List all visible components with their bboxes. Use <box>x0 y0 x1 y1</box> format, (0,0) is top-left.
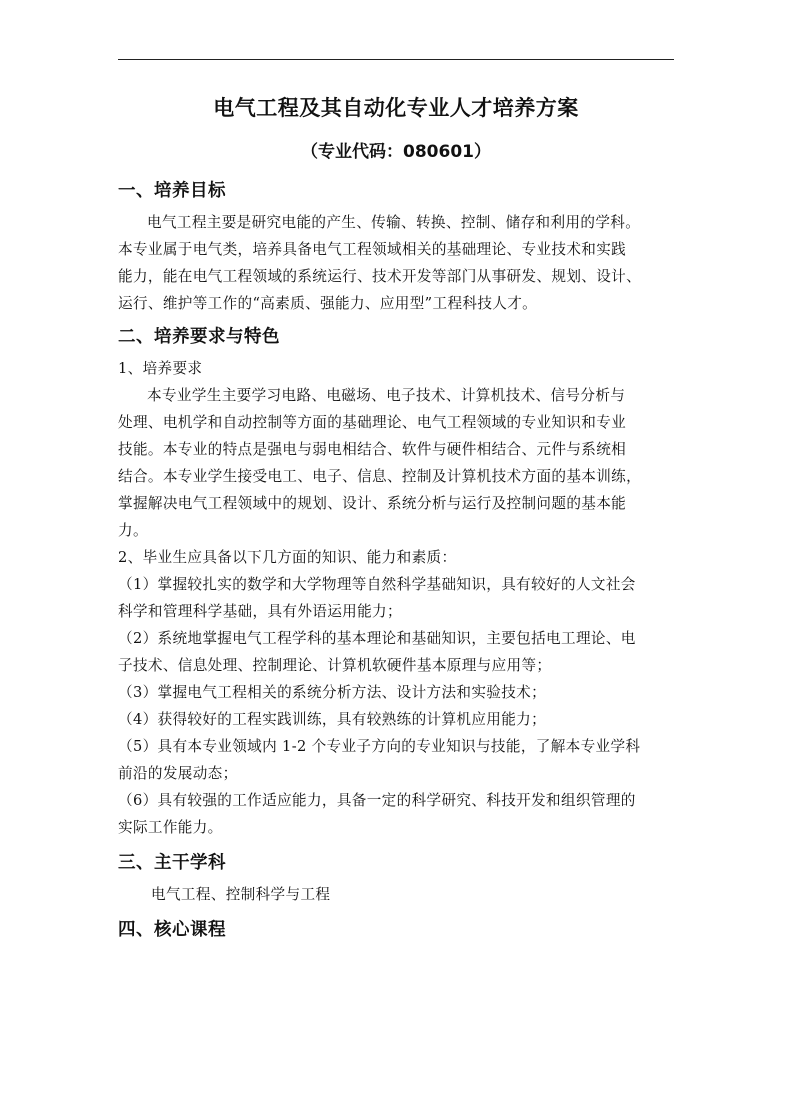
section-heading-main-disciplines: 三、主干学科 <box>118 853 226 873</box>
list-item-continuation: 科学和管理科学基础，具有外语运用能力； <box>118 603 402 620</box>
subsection-label-graduate-abilities: 2、毕业生应具备以下几方面的知识、能力和素质： <box>118 549 457 566</box>
paragraph-line: 本专业学生主要学习电路、电磁场、电子技术、计算机技术、信号分析与 <box>147 387 626 404</box>
paragraph-line: 结合。本专业学生接受电工、电子、信息、控制及计算机技术方面的基本训练， <box>118 468 642 485</box>
subsection-label-requirements: 1、培养要求 <box>118 360 203 377</box>
paragraph-line: 力。 <box>118 522 148 539</box>
paragraph-line: 技能。本专业的特点是强电与弱电相结合、软件与硬件相结合、元件与系统相 <box>118 441 627 458</box>
list-item: （6）具有较强的工作适应能力，具备一定的科学研究、科技开发和组织管理的 <box>118 792 636 809</box>
list-item-continuation: 前沿的发展动态； <box>118 765 238 782</box>
document-subtitle: （专业代码：080601） <box>301 142 491 162</box>
paragraph-line: 掌握解决电气工程领域中的规划、设计、系统分析与运行及控制问题的基本能 <box>118 495 627 512</box>
main-disciplines-text: 电气工程、控制科学与工程 <box>151 886 331 903</box>
list-item-continuation: 实际工作能力。 <box>118 819 223 836</box>
document-title: 电气工程及其自动化专业人才培养方案 <box>213 96 579 120</box>
list-item: （4）获得较好的工程实践训练，具有较熟练的计算机应用能力； <box>118 711 547 728</box>
header-rule <box>118 59 674 60</box>
paragraph-line: 本专业属于电气类，培养具备电气工程领域相关的基础理论、专业技术和实践 <box>118 241 627 258</box>
list-item: （3）掌握电气工程相关的系统分析方法、设计方法和实验技术； <box>118 684 547 701</box>
section-heading-requirements: 二、培养要求与特色 <box>118 327 280 347</box>
paragraph-line: 能力，能在电气工程领域的系统运行、技术开发等部门从事研发、规划、设计、 <box>118 268 642 285</box>
paragraph-line: 运行、维护等工作的“高素质、强能力、应用型”工程科技人才。 <box>118 295 538 312</box>
document-body <box>118 177 678 944</box>
list-item: （2）系统地掌握电气工程学科的基本理论和基础知识，主要包括电工理论、电 <box>118 630 636 647</box>
list-item: （1）掌握较扎实的数学和大学物理等自然科学基础知识，具有较好的人文社会 <box>118 576 636 593</box>
section-heading-core-courses: 四、核心课程 <box>118 920 226 940</box>
list-item-continuation: 子技术、信息处理、控制理论、计算机软硬件基本原理与应用等； <box>118 657 552 674</box>
section-heading-training-goals: 一、培养目标 <box>118 181 226 201</box>
paragraph-line: 处理、电机学和自动控制等方面的基础理论、电气工程领域的专业知识和专业 <box>118 414 627 431</box>
list-item: （5）具有本专业领域内 1-2 个专业子方向的专业知识与技能，了解本专业学科 <box>118 738 641 755</box>
paragraph-line: 电气工程主要是研究电能的产生、传输、转换、控制、储存和利用的学科。 <box>147 214 641 231</box>
